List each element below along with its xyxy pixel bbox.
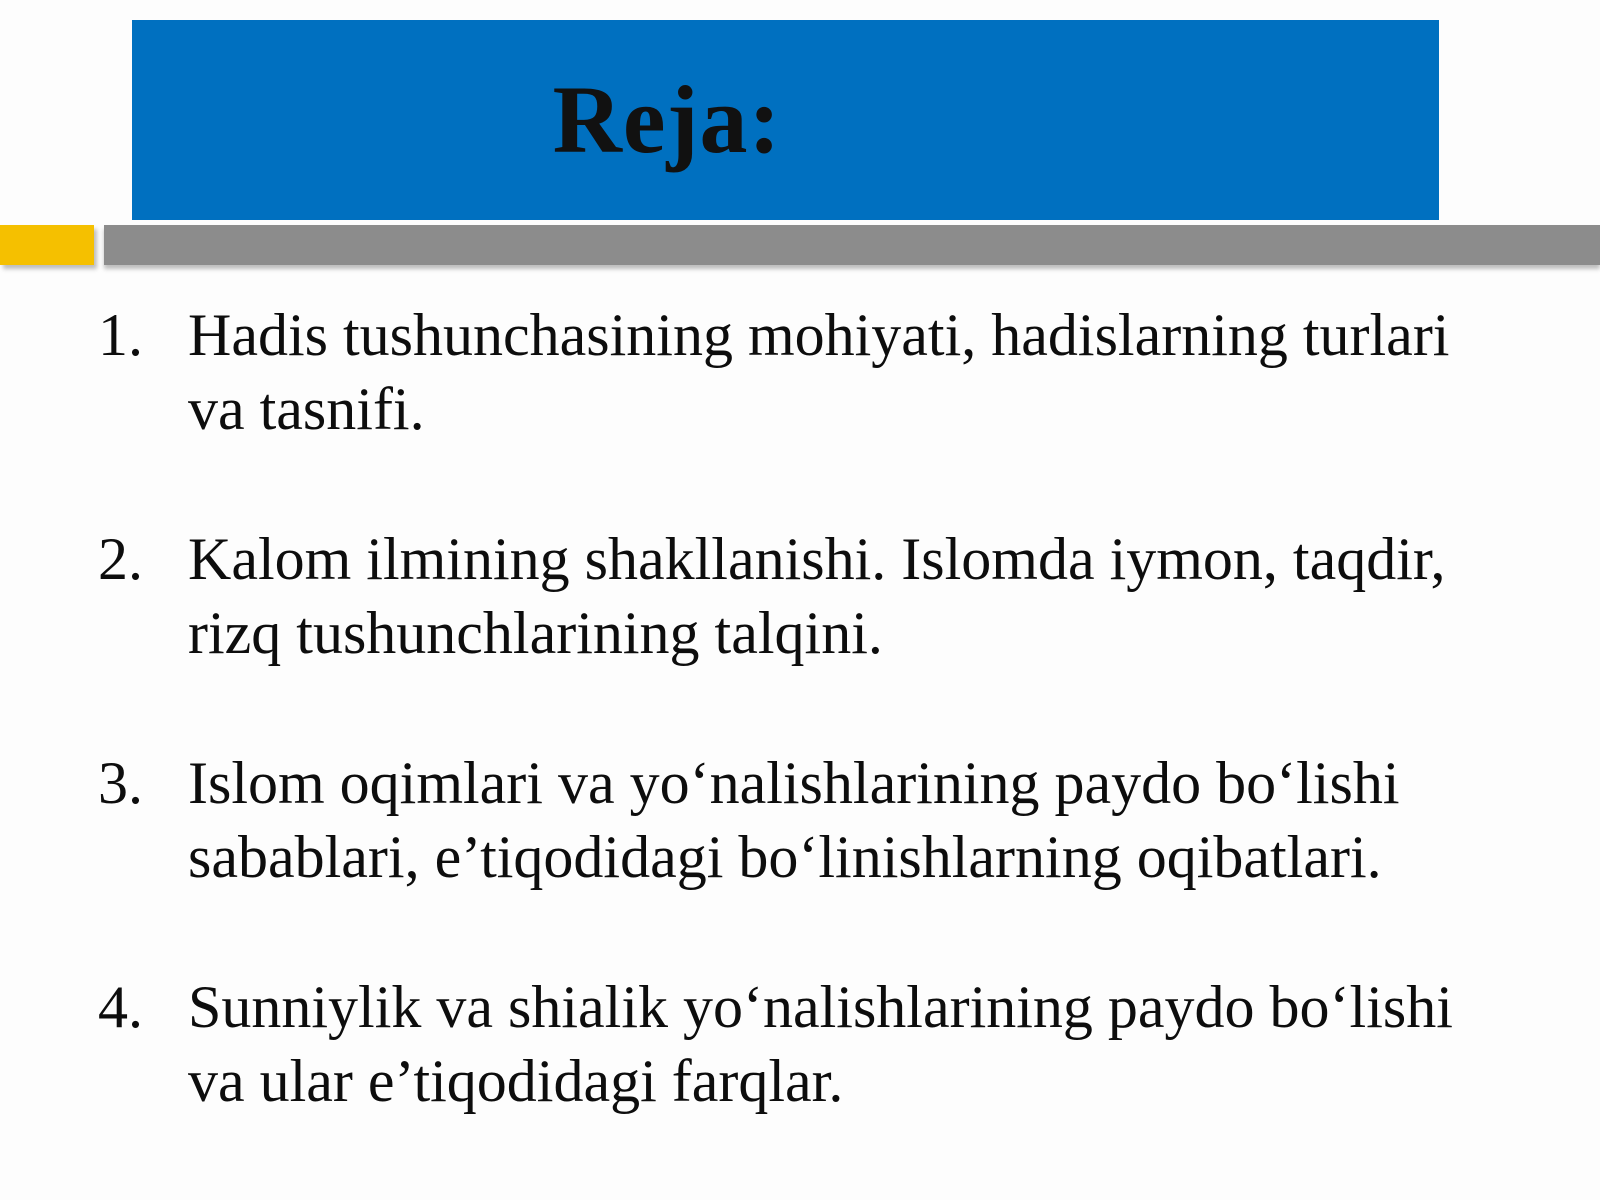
list-item-text: Sunniylik va shialik yo‘nalishlarining paydo bo‘lishi va ular e’tiqodidagi farqlar. xyxy=(188,974,1453,1114)
accent-bar-gray xyxy=(104,225,1600,265)
list-item-number: 3. xyxy=(98,750,143,816)
plan-list xyxy=(98,298,1518,1118)
accent-bar-yellow xyxy=(0,225,94,265)
slide-title: Reja: xyxy=(552,66,782,173)
title-banner xyxy=(132,20,1439,220)
list-item-number: 4. xyxy=(98,974,143,1040)
list-item-text: Islom oqimlari va yo‘nalishlarining paydo bo‘lishi sabablari, e’tiqodidagi bo‘linishlarning oqibatlari. xyxy=(188,750,1400,890)
list-item-number: 1. xyxy=(98,302,143,368)
list-item-text: Hadis tushunchasining mohiyati, hadislarning turlari va tasnifi. xyxy=(188,302,1450,442)
list-item xyxy=(98,298,1518,446)
list-item xyxy=(98,746,1518,894)
list-item xyxy=(98,522,1518,670)
list-item-number: 2. xyxy=(98,526,143,592)
list-item-text: Kalom ilmining shakllanishi. Islomda iymon, taqdir, rizq tushunchlarining talqini. xyxy=(188,526,1446,666)
list-item xyxy=(98,970,1518,1118)
